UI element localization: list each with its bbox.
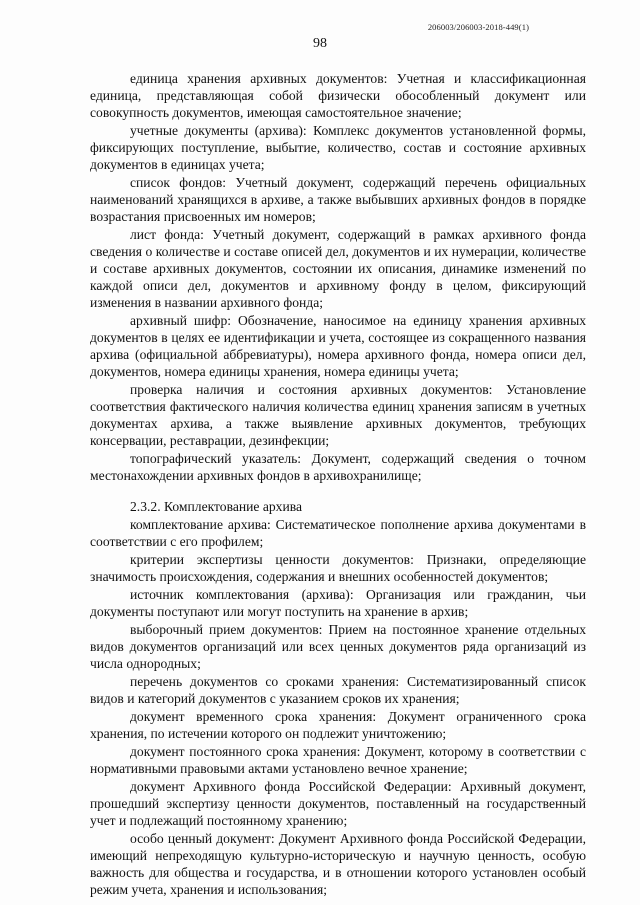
paragraph-temporary-document: документ временного срока хранения: Документ ограниченного срока хранения, по истечении которого он подлежит уничтожению;	[90, 709, 586, 741]
paragraph-fund-sheet: лист фонда: Учетный документ, содержащий в рамках архивного фонда сведения о количестве и составе описей дел, документов и их нумерации, количестве и составе архивных документов, состоянии их описания, динамике изменений по каждой описи дел, документов и архивному фонду в целом, фиксирующий изменения в названии архивного фонда;	[90, 227, 586, 310]
paragraph-permanent-document: документ постоянного срока хранения: Документ, которому в соответствии с нормативными правовыми актами установлено вечное хранение;	[90, 744, 586, 776]
paragraph-selective-acceptance: выборочный прием документов: Прием на постоянное хранение отдельных видов документов организаций или всех ценных документов ряда организаций из числа однородных;	[90, 622, 586, 671]
paragraph-especially-valuable-document: особо ценный документ: Документ Архивного фонда Российской Федерации, имеющий непреходящую культурно-историческую и научную ценность, особую важность для общества и государства, и в отношении которого установлен особый режим учета, хранения и использования;	[90, 831, 586, 897]
section-heading: 2.3.2. Комплектование архива	[130, 499, 303, 514]
paragraph-archive-code: архивный шифр: Обозначение, наносимое на единицу хранения архивных документов в целях ее идентификации и учета, состоящее из сокращенного названия архива (официальной аббревиатуры), номера архивного фонда, номера описи дел, документов, номера единицы хранения, номера единицы учета;	[90, 313, 586, 379]
paragraph-retention-list: перечень документов со сроками хранения: Систематизированный список видов и категорий документов с указанием сроков их хранения;	[90, 674, 586, 706]
paragraph-fund-list: список фондов: Учетный документ, содержащий перечень официальных наименований хранящихся в архиве, а также выбывших архивных фондов в порядке возрастания присвоенных им номеров;	[90, 175, 586, 224]
document-body	[90, 70, 586, 899]
document-code: 206003/206003-2018-449(1)	[427, 22, 529, 32]
paragraph-topographic-index: топографический указатель: Документ, содержащий сведения о точном местонахождении архивных фондов в архивохранилище;	[90, 451, 586, 483]
paragraph-acquisition-source: источник комплектования (архива): Организация или гражданин, чьи документы поступают или могут поступить на хранение в архив;	[90, 587, 586, 619]
paragraph-availability-check: проверка наличия и состояния архивных документов: Установление соответствия фактического наличия количества единиц хранения записям в учетных документах архива, а также выявление архивных документов, требующих консервации, реставрации, дезинфекции;	[90, 382, 586, 448]
paragraph-archive-acquisition: комплектование архива: Систематическое пополнение архива документами в соответствии с его профилем;	[90, 517, 586, 549]
paragraph-federal-archive-document: документ Архивного фонда Российской Федерации: Архивный документ, прошедший экспертизу ценности документов, поставленный на государственный учет и подлежащий постоянному хранению;	[90, 779, 586, 828]
paragraph-expertise-criteria: критерии экспертизы ценности документов: Признаки, определяющие значимость происхождения, содержания и внешних особенностей документов;	[90, 552, 586, 584]
paragraph-accounting-documents: учетные документы (архива): Комплекс документов установленной формы, фиксирующих поступление, выбытие, количество, состав и состояние архивных документов в единицах учета;	[90, 123, 586, 172]
paragraph-storage-unit: единица хранения архивных документов: Учетная и классификационная единица, представляющая собой физически обособленный документ или совокупность документов, имеющая самостоятельное значение;	[90, 71, 586, 120]
page-number: 98	[313, 36, 327, 51]
